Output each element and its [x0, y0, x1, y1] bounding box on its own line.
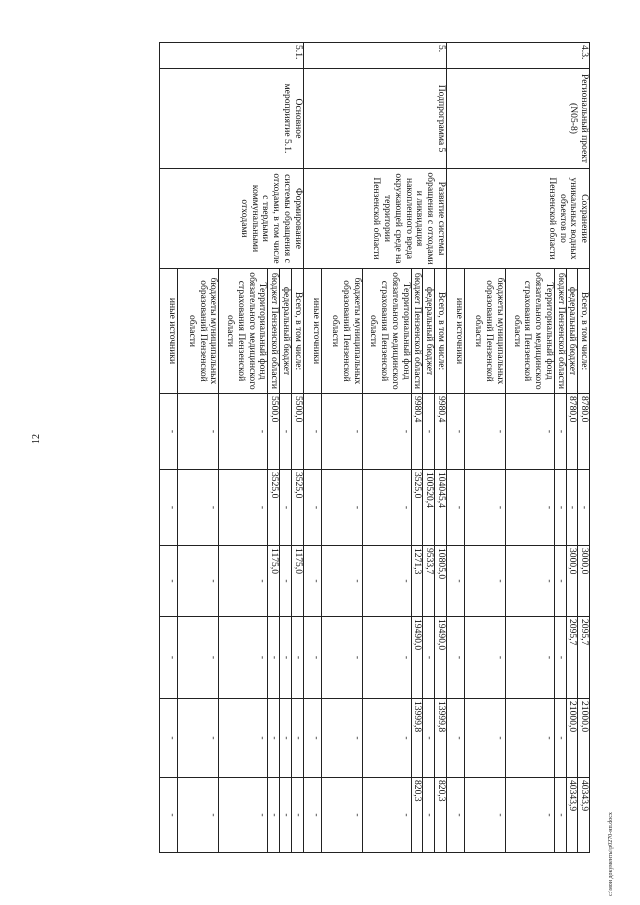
table-row: [435, 43, 447, 853]
amount-cell: -: [160, 699, 178, 778]
amount-cell: -: [160, 470, 178, 546]
table-body: [160, 43, 590, 853]
amount-cell: -: [505, 546, 554, 617]
amount-cell: -: [321, 699, 362, 778]
funding-source-cell: иные источники: [446, 269, 464, 394]
amount-cell: -: [505, 778, 554, 853]
amount-cell: 104045,4: [435, 470, 447, 546]
funding-source-cell: Всего, в том числе:: [435, 269, 447, 394]
amount-cell: -: [219, 470, 268, 546]
amount-cell: -: [321, 617, 362, 699]
amount-cell: -: [464, 699, 505, 778]
amount-cell: -: [178, 470, 219, 546]
amount-cell: 21000,0: [578, 699, 590, 778]
amount-cell: 8780,0: [578, 394, 590, 470]
amount-cell: 2095,7: [566, 617, 578, 699]
funding-source-cell: бюджеты муниципальных образований Пензенской области: [178, 269, 219, 394]
amount-cell: -: [554, 778, 566, 853]
amount-cell: -: [446, 470, 464, 546]
amount-cell: -: [178, 394, 219, 470]
row-number-cell: 5.: [303, 43, 446, 69]
funding-source-cell: бюджеты муниципальных образований Пензенской области: [464, 269, 505, 394]
amount-cell: -: [178, 778, 219, 853]
amount-cell: 3000,0: [566, 546, 578, 617]
amount-cell: -: [446, 546, 464, 617]
rotated-table-container: [80, 42, 590, 852]
amount-cell: -: [464, 546, 505, 617]
amount-cell: 19490,0: [411, 617, 423, 699]
amount-cell: -: [280, 470, 292, 546]
program-description-cell: Формирование системы обращения с отходами, в том числе с твердыми коммунальными отходами: [160, 169, 303, 269]
row-number-cell: 5.1.: [160, 43, 303, 69]
amount-cell: -: [280, 617, 292, 699]
amount-cell: -: [321, 778, 362, 853]
amount-cell: -: [554, 617, 566, 699]
amount-cell: -: [178, 546, 219, 617]
amount-cell: 3525,0: [291, 470, 303, 546]
amount-cell: -: [464, 394, 505, 470]
funding-source-cell: иные источники: [303, 269, 321, 394]
amount-cell: -: [464, 617, 505, 699]
amount-cell: -: [362, 699, 411, 778]
amount-cell: -: [280, 778, 292, 853]
funding-source-cell: Территориальный фонд обязательного медицинского страхования Пензенской области: [362, 269, 411, 394]
amount-cell: 21000,0: [566, 699, 578, 778]
amount-cell: 5500,0: [268, 394, 280, 470]
amount-cell: -: [303, 546, 321, 617]
amount-cell: -: [554, 699, 566, 778]
amount-cell: 3525,0: [411, 470, 423, 546]
amount-cell: -: [554, 470, 566, 546]
amount-cell: -: [321, 470, 362, 546]
funding-table: [159, 42, 590, 853]
funding-source-cell: Территориальный фонд обязательного медицинского страхования Пензенской области: [219, 269, 268, 394]
amount-cell: 1271,3: [411, 546, 423, 617]
amount-cell: -: [303, 778, 321, 853]
amount-cell: 19490,0: [435, 617, 447, 699]
program-name-cell: Региональный проект (N05-8): [446, 69, 589, 169]
amount-cell: -: [160, 394, 178, 470]
amount-cell: 820,3: [435, 778, 447, 853]
funding-source-cell: федеральный бюджет: [423, 269, 435, 394]
amount-cell: 820,3: [411, 778, 423, 853]
amount-cell: 9980,4: [411, 394, 423, 470]
amount-cell: -: [268, 699, 280, 778]
amount-cell: -: [160, 617, 178, 699]
amount-cell: 10805,0: [435, 546, 447, 617]
amount-cell: -: [291, 699, 303, 778]
amount-cell: -: [178, 617, 219, 699]
amount-cell: 40343,9: [566, 778, 578, 853]
funding-source-cell: федеральный бюджет: [280, 269, 292, 394]
amount-cell: -: [303, 470, 321, 546]
footer-file-path: c:\мои документы\p0270-нп.docx: [608, 812, 614, 896]
amount-cell: 2095,7: [578, 617, 590, 699]
amount-cell: -: [219, 394, 268, 470]
amount-cell: 3000,0: [578, 546, 590, 617]
amount-cell: -: [160, 778, 178, 853]
amount-cell: 3525,0: [268, 470, 280, 546]
amount-cell: -: [291, 778, 303, 853]
table-row: [578, 43, 590, 853]
funding-source-cell: иные источники: [160, 269, 178, 394]
amount-cell: -: [423, 778, 435, 853]
amount-cell: -: [362, 617, 411, 699]
amount-cell: -: [219, 617, 268, 699]
amount-cell: -: [578, 470, 590, 546]
amount-cell: -: [423, 699, 435, 778]
amount-cell: 5500,0: [291, 394, 303, 470]
amount-cell: -: [303, 394, 321, 470]
amount-cell: 13999,8: [435, 699, 447, 778]
amount-cell: -: [446, 699, 464, 778]
amount-cell: 40343,9: [578, 778, 590, 853]
amount-cell: -: [446, 617, 464, 699]
amount-cell: -: [280, 546, 292, 617]
amount-cell: -: [280, 394, 292, 470]
amount-cell: -: [303, 699, 321, 778]
amount-cell: -: [505, 699, 554, 778]
amount-cell: 13999,8: [411, 699, 423, 778]
funding-source-cell: бюджеты муниципальных образований Пензенской области: [321, 269, 362, 394]
amount-cell: -: [505, 394, 554, 470]
amount-cell: 8780,0: [566, 394, 578, 470]
amount-cell: -: [446, 394, 464, 470]
amount-cell: -: [464, 778, 505, 853]
amount-cell: -: [268, 617, 280, 699]
program-description-cell: Развитие системы обращения с отходами и ликвидация накопленного вреда окружающей среде на территории Пензенской области: [303, 169, 446, 269]
funding-source-cell: Территориальный фонд обязательного медицинского страхования Пензенской области: [505, 269, 554, 394]
amount-cell: -: [362, 778, 411, 853]
amount-cell: -: [321, 394, 362, 470]
program-name-cell: Основное мероприятие 5.1.: [160, 69, 303, 169]
funding-source-cell: Всего, в том числе:: [291, 269, 303, 394]
program-description-cell: Сохранение уникальных водных объектов по Пензенской области: [446, 169, 589, 269]
amount-cell: -: [219, 699, 268, 778]
amount-cell: -: [554, 394, 566, 470]
amount-cell: -: [362, 470, 411, 546]
amount-cell: -: [362, 394, 411, 470]
amount-cell: -: [219, 778, 268, 853]
amount-cell: -: [554, 546, 566, 617]
amount-cell: -: [423, 617, 435, 699]
funding-source-cell: Всего, в том числе:: [578, 269, 590, 394]
amount-cell: -: [566, 470, 578, 546]
amount-cell: 1175,0: [268, 546, 280, 617]
amount-cell: -: [178, 699, 219, 778]
amount-cell: -: [464, 470, 505, 546]
amount-cell: 9980,4: [435, 394, 447, 470]
funding-source-cell: бюджет Пензенской области: [411, 269, 423, 394]
amount-cell: -: [303, 617, 321, 699]
program-name-cell: Подпрограмма 5: [303, 69, 446, 169]
amount-cell: -: [280, 699, 292, 778]
funding-source-cell: бюджет Пензенской области: [554, 269, 566, 394]
amount-cell: 100520,4: [423, 470, 435, 546]
amount-cell: -: [268, 778, 280, 853]
amount-cell: -: [423, 394, 435, 470]
amount-cell: -: [362, 546, 411, 617]
amount-cell: -: [505, 470, 554, 546]
funding-source-cell: федеральный бюджет: [566, 269, 578, 394]
amount-cell: 1175,0: [291, 546, 303, 617]
page-number: 12: [31, 434, 42, 444]
amount-cell: -: [219, 546, 268, 617]
amount-cell: -: [505, 617, 554, 699]
funding-source-cell: бюджет Пензенской области: [268, 269, 280, 394]
amount-cell: -: [446, 778, 464, 853]
table-row: [291, 43, 303, 853]
amount-cell: -: [291, 617, 303, 699]
amount-cell: -: [160, 546, 178, 617]
row-number-cell: 4.3.: [446, 43, 589, 69]
amount-cell: -: [321, 546, 362, 617]
amount-cell: 9533,7: [423, 546, 435, 617]
